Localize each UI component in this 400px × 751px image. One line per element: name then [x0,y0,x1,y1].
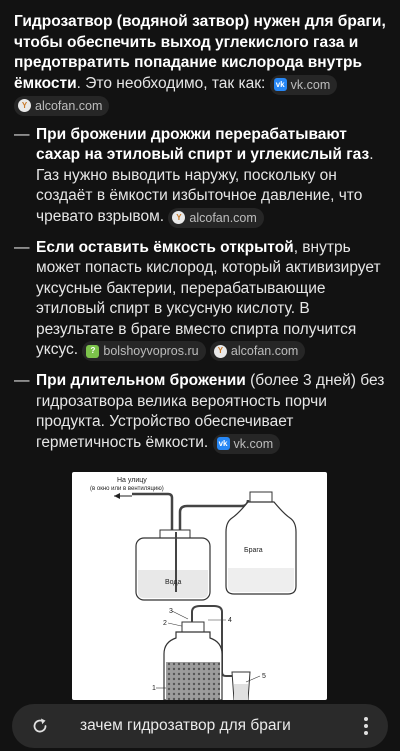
source-label: alcofan.com [35,98,103,113]
braga-bottle-cap [250,492,272,502]
source-chip-alcofan[interactable] [168,208,263,228]
source-chip-vk[interactable] [270,75,338,95]
item-rest: . Газ нужно выводить наружу, поскольку он создаёт в ёмкости избыточное давление, что чревато взрывом. [36,146,374,225]
label-water: Вода [165,579,182,586]
label-window: (в окно или в вентиляцию) [90,486,164,492]
more-button[interactable] [348,704,384,748]
braga-level [228,568,294,592]
dash-marker: — [14,125,30,143]
source-chip-vk[interactable] [213,434,281,454]
item-bold: При брожении дрожжи перерабатывают сахар на этиловый спирт и углекислый газ [36,125,370,163]
list-item [14,371,386,454]
arrow-head [114,493,120,499]
intro-paragraph [14,12,386,116]
alcofan-icon: Y [214,345,227,358]
number-2: 2 [163,620,167,627]
glass-water [234,684,248,700]
bottom-bar [0,700,400,751]
leader-3 [172,611,188,619]
tube-outlet [132,494,172,530]
alcofan-icon: Y [172,211,185,224]
intro-rest: . Это необходимо, так как: [76,74,266,92]
source-chip-bolshoyvopros[interactable] [82,341,205,361]
list-item [14,238,386,362]
source-chip-alcofan[interactable] [210,341,305,361]
airlock-diagram [72,472,327,700]
source-label: bolshoyvopros.ru [103,344,199,358]
source-label: alcofan.com [230,344,299,358]
label-street: На улицу [117,477,147,484]
more-vertical-icon [363,716,369,736]
item-rest: (более 3 дней) без гидрозатвора велика вероятность порчи продукта. Устройство обеспечивает герметичность ёмкости. [36,372,385,451]
airlock-diagram-image[interactable] [72,472,327,700]
intro-bold: Гидрозатвор (водяной затвор) нужен для браги, чтобы обеспечить выход углекислого газа и предотвратить попадание кислорода внутрь ёмкости [14,13,386,92]
bolshoyvopros-icon: ? [86,345,99,358]
item-bold: Если оставить ёмкость открытой [36,238,294,256]
dash-marker: — [14,372,30,389]
number-5: 5 [262,673,266,680]
source-label: vk.com [290,77,331,92]
number-3: 3 [169,608,173,615]
source-label: vk.com [233,436,274,451]
search-query[interactable]: зачем гидрозатвор для браги [80,717,291,734]
list-item [14,125,386,228]
fitting [182,622,204,632]
vk-icon: vk [217,437,230,450]
number-4: 4 [228,617,232,624]
reasons-list [14,125,386,454]
item-bold: При длительном брожении [36,372,246,389]
source-label: alcofan.com [189,210,257,225]
source-chip-alcofan[interactable] [14,96,109,116]
refresh-icon [30,716,50,736]
refresh-button[interactable] [18,704,62,748]
alcofan-icon: Y [18,99,31,112]
search-bar[interactable] [12,704,388,748]
number-1: 1 [152,685,156,692]
label-braga: Брага [244,547,263,554]
mash-texture [166,662,220,700]
vk-icon: vk [274,78,287,91]
item-rest: , внутрь может попасть кислород, который активизирует уксусные бактерии, перерабатывающие этиловый спирт в уксусную кислоту. В результате в браге вместо спирта получится уксус. [36,238,381,358]
dash-marker: — [14,238,30,256]
